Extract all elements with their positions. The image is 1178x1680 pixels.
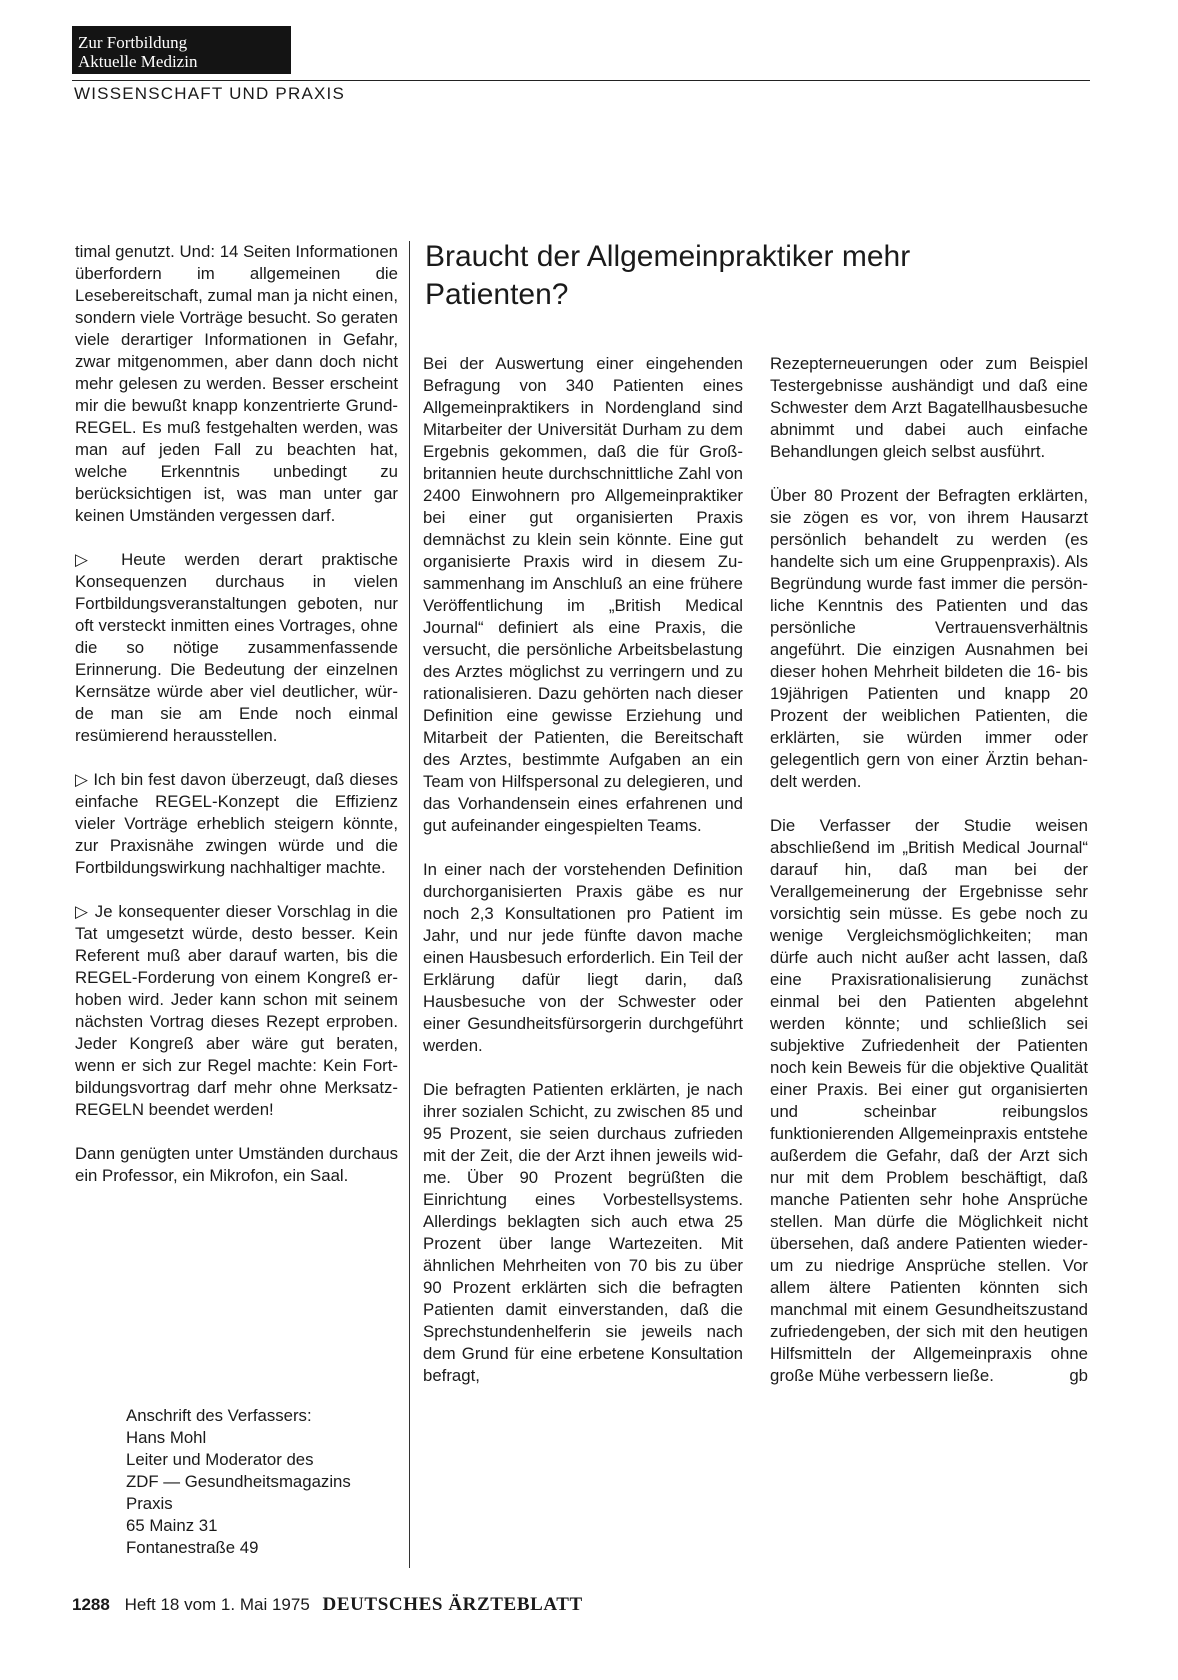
address-line: 65 Mainz 31 bbox=[126, 1516, 218, 1535]
author-signature: gb bbox=[1069, 1366, 1088, 1385]
left-paragraph: Dann genügten unter Umständen durchaus ein Professor, ein Mikrofon, ein Saal. bbox=[75, 1144, 398, 1185]
left-paragraph: ▷ Heute werden derart praktische Konsequenzen durchaus in vielen Fortbildungsveranstaltungen geboten, nur oft versteckt inmitten eines Vortrages, ohne die so nötige zusammenfassende Erinnerung. Die Bedeutung der einzelnen Kernsätze würde aber viel deutlicher, würde man sie am Ende noch einmal resümierend herausstellen. bbox=[75, 550, 398, 745]
address-line: Leiter und Moderator des bbox=[126, 1450, 314, 1469]
middle-paragraph: Die befragten Patienten erklärten, je nach ihrer sozialen Schicht, zu zwischen 85 und 95 Prozent, sie seien durchaus zufrieden mit der Zeit, die der Arzt ihnen jeweils widme. Über 90 Prozent begrüßten die Einrichtung eines Vorbestellsystems. Allerdings beklagten sich auch etwa 25 Prozent über lange Wartezeiten. Mit ähnlichen Mehrheiten von 70 bis zu über 90 Prozent erklärten sich die befragten Patienten damit einverstanden, daß die Sprechstundenhelferin sie jeweils nach dem Grund für eine erbetene Konsultation befragt, bbox=[423, 1080, 743, 1385]
author-address bbox=[126, 1405, 351, 1559]
address-line: ZDF — Gesundheitsmagazins bbox=[126, 1472, 351, 1491]
right-paragraph-text: Die Verfasser der Studie weisen abschließend im „British Medical Journal“ darauf hin, daß man bei der Verallgemeinerung der Ergebnisse sehr vorsichtig sein müsse. Es gebe noch zu wenige Vergleichsmöglichkeiten; man dürfe auch nicht außer acht lassen, daß eine Praxisrationalisierung zunächst einmal bei den Patienten abgelehnt werden könnte; und schließlich sei subjektive Zufriedenheit der Patienten noch kein Beweis für die objektive Qualität einer Praxis. Bei einer gut organisierten und scheinbar reibungslos funktionierenden Allgemeinpraxis entstehe außerdem die Gefahr, daß der Arzt sich nur mit dem Problem beschäftigt, daß manche Patienten sehr hohe Ansprüche stellen. Man dürfe die Möglichkeit nicht übersehen, daß andere Patienten wiederum zu niedrige Ansprüche stellen. Vor allem ältere Patienten könnten sich manchmal mit einem Gesundheitszustand zufriedengeben, der sich mit den heutigen Hilfsmitteln der Allgemeinpraxis ohne große Mühe verbessern ließe. bbox=[770, 816, 1088, 1385]
address-line: Hans Mohl bbox=[126, 1428, 207, 1447]
right-paragraph: Über 80 Prozent der Befragten erklärten, sie zögen es vor, von ihrem Hausarzt persönlich behandelt zu werden (es handelte sich um eine Gruppenpraxis). Als Begründung wurde fast immer die persönliche Kenntnis des Patienten und das persönliche Vertrauensverhältnis angeführt. Die einzigen Ausnahmen bei dieser hohen Mehrheit bildeten die 16- bis 19jährigen Patienten und knapp 20 Prozent der weiblichen Patienten, die erklärten, sie würden immer oder gelegentlich gern von einer Ärztin behandelt werden. bbox=[770, 486, 1088, 791]
article-headline: Braucht der Allgemeinpraktiker mehr Patienten? bbox=[425, 240, 911, 311]
issue-info: Heft 18 vom 1. Mai 1975 bbox=[124, 1595, 310, 1614]
journal-name: DEUTSCHES ÄRZTEBLATT bbox=[322, 1594, 583, 1615]
rubric-box bbox=[72, 26, 291, 74]
middle-column bbox=[423, 353, 743, 1387]
middle-paragraph: In einer nach der vorstehenden Definition durchorganisierten Praxis gäbe es nur noch 2,3 Konsultationen pro Patient im Jahr, und nur jede fünfte davon mache einen Hausbesuch erforderlich. Ein Teil der Erklärung dafür liegt darin, daß Hausbesuche von der Schwester oder einer Gesundheitsfürsorgerin durchgeführt werden. bbox=[423, 860, 743, 1055]
left-paragraph: ▷ Je konsequenter dieser Vorschlag in die Tat umgesetzt würde, desto besser. Kein Referent muß aber darauf warten, bis die REGEL-Forderung von einem Kongreß erhoben wird. Jeder kann schon mit seinem nächsten Vortrag dieses Rezept erproben. Jeder Kongreß aber wäre gut beraten, wenn er sich zur Regel machte: Kein Fortbildungsvortrag darf mehr ohne Merksatz-REGELN beendet werden! bbox=[75, 902, 398, 1119]
right-paragraph: Rezepterneuerungen oder zum Beispiel Testergebnisse aushändigt und daß eine Schwester dem Arzt Bagatellhausbesuche abnimmt und dabei auch einfache Behandlungen gleich selbst ausführt. bbox=[770, 354, 1088, 461]
rubric-line-2: Aktuelle Medizin bbox=[78, 52, 198, 71]
left-paragraph: timal genutzt. Und: 14 Seiten Informationen überfordern im allgemeinen die Lesebereitschaft, zumal man ja nicht einen, sondern viele Vorträge besucht. So geraten viele derartiger Informationen in Gefahr, zwar mitgenommen, aber dann doch nicht mehr gelesen zu werden. Besser erscheint mir die bewußt knapp konzentrierte Grund-REGEL. Es muß festgehalten werden, was man auf jeden Fall zu beachten hat, welche Erkenntnis unbedingt zu berücksichtigen ist, was man unter gar keinen Umständen vergessen darf. bbox=[75, 242, 398, 525]
left-paragraph: ▷ Ich bin fest davon überzeugt, daß dieses einfache REGEL-Konzept die Effizienz vieler Vorträge erheblich steigern könnte, zur Praxisnähe zwingen würde und die Fortbildungswirkung nachhaltiger machte. bbox=[75, 770, 398, 877]
section-title: WISSENSCHAFT UND PRAXIS bbox=[74, 84, 345, 103]
column-divider bbox=[409, 241, 410, 1568]
page-number: 1288 bbox=[72, 1595, 110, 1614]
rubric-line-1: Zur Fortbildung bbox=[78, 33, 188, 52]
left-column bbox=[75, 241, 398, 1187]
header-rule bbox=[72, 80, 1090, 81]
page-footer bbox=[72, 1594, 583, 1616]
address-line: Praxis bbox=[126, 1494, 173, 1513]
right-column bbox=[770, 353, 1088, 1387]
right-paragraph bbox=[770, 815, 1088, 1387]
address-line: Anschrift des Verfassers: bbox=[126, 1406, 312, 1425]
address-line: Fontanestraße 49 bbox=[126, 1538, 259, 1557]
middle-paragraph: Bei der Auswertung einer eingehenden Befragung von 340 Patienten eines Allgemeinpraktikers in Nordengland sind Mitarbeiter der Universität Durham zu dem Ergebnis gekommen, daß die für Großbritannien heute durchschnittliche Zahl von 2400 Einwohnern pro Allgemeinpraktiker bei einer gut organisierten Praxis demnächst zu klein sein könnte. Eine gut organisierte Praxis wird in diesem Zusammenhang im Anschluß an eine frühere Veröffentlichung im „British Medical Journal“ definiert als eine Praxis, die versucht, die persönliche Arbeitsbelastung des Arztes möglichst zu verringern und zu rationalisieren. Dazu gehörten nach dieser Definition eine gewisse Erziehung und Mitarbeit der Patienten, die Bereitschaft des Arztes, bestimmte Aufgaben an ein Team von Hilfspersonal zu delegieren, und das Vorhandensein eines erfahrenen und gut aufeinander eingespielten Teams. bbox=[423, 354, 743, 835]
